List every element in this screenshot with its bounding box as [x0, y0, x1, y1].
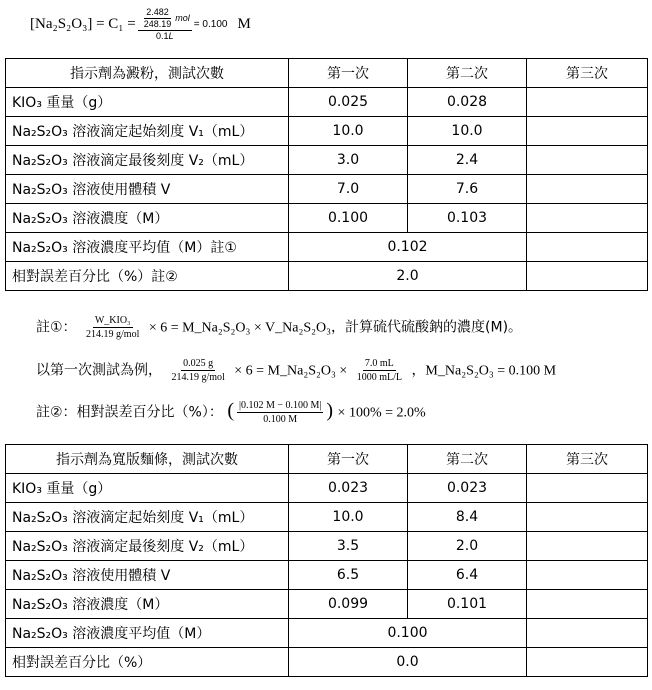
value-cell: 0.028	[408, 88, 527, 117]
header-cell: 指示劑為寬版麵條，測試次數	[6, 445, 289, 474]
row-label: Na₂S₂O₃ 溶液濃度（M）	[6, 590, 289, 619]
table-row	[6, 503, 648, 532]
table-row	[6, 474, 648, 503]
example-fraction-1: 0.025 g 214.19 g/mol	[171, 358, 225, 383]
value-cell: 0.099	[289, 590, 408, 619]
starch-indicator-table	[5, 58, 648, 291]
row-label: Na₂S₂O₃ 溶液滴定最後刻度 V₂（mL）	[6, 532, 289, 561]
formula-result: = 0.100	[193, 18, 228, 30]
header-cell: 第二次	[408, 59, 527, 88]
row-label: Na₂S₂O₃ 溶液濃度平均值（M）註①	[6, 233, 289, 262]
value-cell	[527, 262, 648, 291]
header-cell: 第二次	[408, 445, 527, 474]
row-label: 相對誤差百分比（%）註②	[6, 262, 289, 291]
header-cell: 第一次	[289, 59, 408, 88]
note1-fraction: W_KIO₃ 214.19 g/mol	[86, 315, 140, 340]
value-cell	[527, 532, 648, 561]
value-cell: 0.100	[289, 204, 408, 233]
value-cell: 7.6	[408, 175, 527, 204]
value-cell	[527, 146, 648, 175]
value-cell: 10.0	[289, 117, 408, 146]
formula-volume-unit: L	[168, 30, 174, 41]
formula-unit: M	[237, 15, 251, 32]
table-row	[6, 117, 648, 146]
value-cell	[527, 474, 648, 503]
formula-volume: 0.1	[156, 30, 169, 41]
value-cell: 0.101	[408, 590, 527, 619]
row-label: Na₂S₂O₃ 溶液濃度（M）	[6, 204, 289, 233]
row-label: 相對誤差百分比（%）	[6, 648, 289, 677]
row-label: Na₂S₂O₃ 溶液濃度平均值（M）	[6, 619, 289, 648]
error-value: 0.0	[289, 648, 527, 677]
value-cell: 6.5	[289, 561, 408, 590]
value-cell: 6.4	[408, 561, 527, 590]
value-cell	[527, 503, 648, 532]
example-fraction-2: $\frac{7.0 mL}{1000 mL/L}$	[356, 358, 402, 383]
value-cell	[527, 648, 648, 677]
concentration-formula	[30, 6, 251, 42]
table-row	[6, 590, 648, 619]
value-cell: 10.0	[289, 503, 408, 532]
value-cell	[527, 175, 648, 204]
value-cell: 8.4	[408, 503, 527, 532]
value-cell: 3.5	[289, 532, 408, 561]
value-cell	[527, 561, 648, 590]
header-cell: 第一次	[289, 445, 408, 474]
value-cell	[527, 88, 648, 117]
table-row	[6, 175, 648, 204]
row-label: KIO₃ 重量（g）	[6, 474, 289, 503]
value-cell: 0.025	[289, 88, 408, 117]
formula-num-value: 2.482	[146, 6, 169, 17]
row-label: Na₂S₂O₃ 溶液使用體積 V	[6, 175, 289, 204]
formula-lhs: [Na₂S₂O₃] = C₁ =	[30, 15, 136, 32]
example-calculation: 以第一次測試為例， 0.025 g 214.19 g/mol × 6 = M_Na₂S₂O₃ × $\frac{7.0 mL}{1000 mL/L}$ ，M_Na₂S₂O₃ = 0.100 M	[36, 358, 557, 383]
table-row	[6, 88, 648, 117]
value-cell	[527, 590, 648, 619]
value-cell: 2.4	[408, 146, 527, 175]
header-cell: 指示劑為澱粉，測試次數	[6, 59, 289, 88]
value-cell: 0.023	[408, 474, 527, 503]
error-row	[6, 262, 648, 291]
table-row	[6, 561, 648, 590]
value-cell: 0.023	[289, 474, 408, 503]
row-label: Na₂S₂O₃ 溶液滴定起始刻度 V₁（mL）	[6, 503, 289, 532]
table-row	[6, 532, 648, 561]
average-row	[6, 233, 648, 262]
value-cell	[527, 233, 648, 262]
note2-fraction: $\frac{|0.102 M - 0.100 M|}{0.100 M}$	[238, 400, 322, 425]
row-label: Na₂S₂O₃ 溶液滴定起始刻度 V₁（mL）	[6, 117, 289, 146]
error-row	[6, 648, 648, 677]
header-cell: 第三次	[527, 445, 648, 474]
value-cell: 2.0	[408, 532, 527, 561]
table-header-row	[6, 59, 648, 88]
average-value: 0.100	[289, 619, 527, 648]
error-value: 2.0	[289, 262, 527, 291]
row-label: KIO₃ 重量（g）	[6, 88, 289, 117]
value-cell	[527, 204, 648, 233]
table-header-row	[6, 445, 648, 474]
row-label: Na₂S₂O₃ 溶液滴定最後刻度 V₂（mL）	[6, 146, 289, 175]
value-cell: 7.0	[289, 175, 408, 204]
formula-num-unit: mol	[175, 12, 190, 23]
header-cell: 第三次	[527, 59, 648, 88]
table-row	[6, 146, 648, 175]
value-cell	[527, 619, 648, 648]
value-cell: 0.103	[408, 204, 527, 233]
formula-den-value: 248.19	[143, 18, 172, 29]
average-row	[6, 619, 648, 648]
note-2: 註②：相對誤差百分比（%）： ( $\frac{|0.102 M - 0.100 M|}{0.100 M}$ ) × 100% = 2.0%	[36, 399, 426, 425]
value-cell: 3.0	[289, 146, 408, 175]
formula-fraction	[138, 7, 192, 42]
note-1: 註①： W_KIO₃ 214.19 g/mol × 6 = M_Na₂S₂O₃ × V_Na₂S₂O₃，計算硫代硫酸鈉的濃度(M)。	[36, 315, 523, 340]
noodle-indicator-table	[5, 444, 648, 677]
average-value: 0.102	[289, 233, 527, 262]
table-row	[6, 204, 648, 233]
value-cell: 10.0	[408, 117, 527, 146]
value-cell	[527, 117, 648, 146]
row-label: Na₂S₂O₃ 溶液使用體積 V	[6, 561, 289, 590]
